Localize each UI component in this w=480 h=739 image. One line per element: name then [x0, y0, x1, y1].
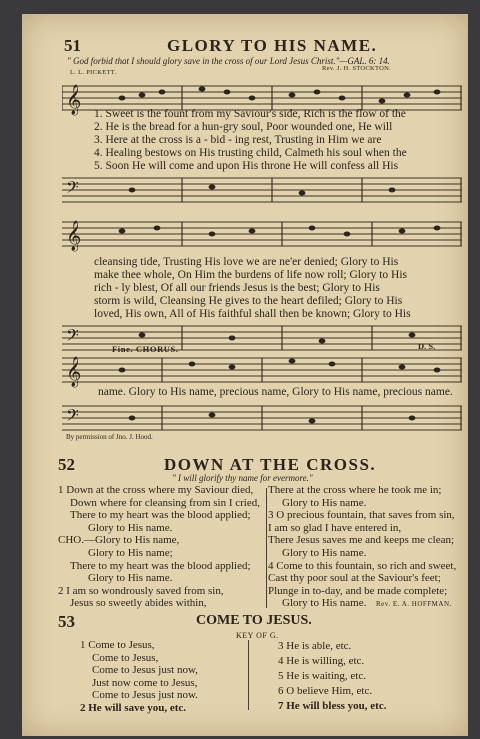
hymn52-right-column: There at the cross where he took me in; Glory to His name. 3 O precious fountain, that saves from sin, I am so glad I have entered in, There Jesus saves me and keeps me clean; Glory to His name. 4 Come to this fountain, so rich and sweet, Cast thy poor soul at the Saviour's feet; Plunge in to-day, and be made complete; Glory to His name. [268, 484, 457, 610]
hymn-number-52: 52 [58, 455, 75, 474]
hymn-number-51: 51 [64, 36, 81, 55]
fine-chorus-label: Fine. CHORUS. [112, 344, 179, 354]
svg-text:𝄞: 𝄞 [66, 85, 82, 114]
svg-text:𝄢: 𝄢 [66, 179, 79, 201]
verse-lines-b: cleansing tide, Trusting His love we are ne'er denied; Glory to His make thee whole, On Him the burdens of life now roll; Glory to His rich - ly blest, Of all our friends Jesus is the best; Glory to His storm is wild, Cleansing He gives to the heart defiled; Glory to His loved, His own, All of His faithful shall then be known; Glory to His [94, 256, 411, 320]
hymn-epigraph-52: " I will glorify thy name for evermore." [172, 473, 313, 483]
chorus-lyrics: name. Glory to His name, precious name, Glory to His name, precious name. [98, 386, 453, 398]
music-staff-treble-2 [62, 214, 462, 254]
music-staff-chorus-treble [62, 350, 462, 390]
hymn-number-53: 53 [58, 612, 75, 631]
hymn-title-53: COME TO JESUS. [196, 613, 312, 628]
author-credit-51: Rev. J. H. STOCKTON. [322, 65, 392, 72]
svg-text:𝄞: 𝄞 [66, 357, 82, 386]
hymn-epigraph-51: " God forbid that I should glory save in the cross of our Lord Jesus Christ."—GAL. 6: 14. [67, 56, 390, 66]
ds-label: D. S. [418, 341, 436, 351]
svg-text:𝄢: 𝄢 [66, 407, 79, 429]
hymn-title-52: DOWN AT THE CROSS. [164, 455, 377, 474]
column-divider-53 [248, 640, 249, 710]
author-credit-52: Rev. E. A. HOFFMAN. [376, 600, 452, 608]
music-staff-chorus-bass [62, 400, 462, 436]
hymnal-page [22, 14, 468, 736]
hymn52-left-column: 1 Down at the cross where my Saviour died, Down where for cleansing from sin I cried, There to my heart was the blood applied; Glory to His name. CHO.—Glory to His name, Glory to His name; There to my heart was the blood applied; Glory to His name. 2 I am so wondrously saved from sin, Jesus so sweetly abides within, [58, 484, 260, 610]
hymn53-left-column: 1 Come to Jesus, Come to Jesus, Come to Jesus just now, Just now come to Jesus, Come to Jesus just now. 2 He will save you, etc. [80, 639, 198, 714]
key-signature: KEY OF G. [236, 631, 279, 640]
svg-text:𝄢: 𝄢 [66, 327, 79, 349]
music-staff-bass-1 [62, 172, 462, 208]
hymn-title-51: GLORY TO HIS NAME. [167, 36, 378, 55]
svg-text:𝄞: 𝄞 [66, 221, 82, 250]
hymn53-right-column: 3 He is able, etc. 4 He is willing, etc. 5 He is waiting, etc. 6 O believe Him, etc. 7 He will bless you, etc. [278, 640, 387, 712]
permission-note: By permission of Jno. J. Hood. [66, 433, 153, 441]
verse-lines-a: 1. Sweet is the fount from my Saviour's side, Rich is the flow of the 2. He is the bread for a hun-gry soul, Poor wounded one, He will 3. Here at the cross is a - bid - ing rest, Trusting in Him we are 4. Healing bestows on His trusting child, Calmeth his soul when the 5. Soon He will come and upon His throne He will confess all His [94, 108, 407, 172]
composer-credit: L. L. PICKETT. [70, 69, 117, 76]
